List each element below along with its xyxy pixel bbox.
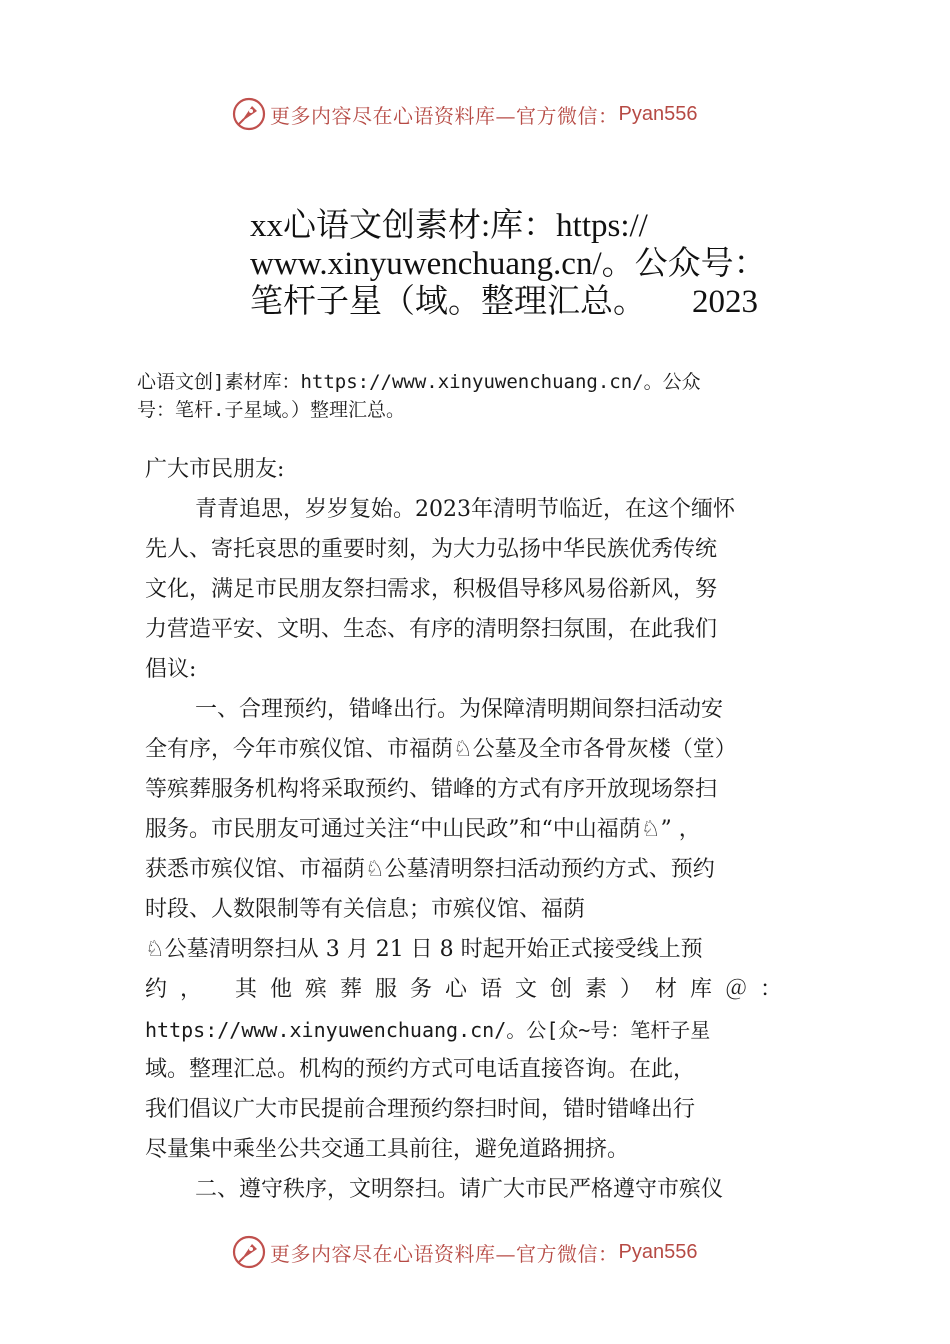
paragraph-line: 青青追思，岁岁复始。2023年清明节临近，在这个缅怀 bbox=[195, 497, 735, 522]
document-body bbox=[145, 450, 815, 1210]
footer-banner bbox=[232, 1232, 697, 1272]
banner-text: 更多内容尽在心语资料库—官方微信： bbox=[270, 103, 619, 128]
paragraph-line: 我们倡议广大市民提前合理预约祭扫时间，错时错峰出行 bbox=[145, 1097, 696, 1122]
paragraph-line: 约， 其他殡葬服务心语文创素）材库＠： bbox=[145, 977, 795, 1002]
paragraph-line: https://www.xinyuwenchuang.cn/。公[众~号：笔杆子星 bbox=[145, 1018, 711, 1042]
banner-text: 更多内容尽在心语资料库—官方微信： bbox=[270, 1241, 619, 1266]
paragraph-line: ♘公墓清明祭扫从 3 月 21 日 8 时起开始正式接受线上预 bbox=[145, 937, 703, 962]
paragraph-line: 时段、人数限制等有关信息；市殡仪馆、福荫 bbox=[145, 897, 586, 922]
note-line: 心语文创]素材库：https://www.xinyuwenchuang.cn/。公众 bbox=[137, 371, 701, 393]
paragraph-line: 全有序，今年市殡仪馆、市福荫♘公墓及全市各骨灰楼（堂） bbox=[145, 737, 737, 762]
title-line: xx心语文创素材:库：https:// bbox=[250, 208, 648, 244]
pen-nib-logo-icon bbox=[232, 1235, 266, 1269]
note-line: 号：笔杆.子星域。）整理汇总。 bbox=[137, 399, 405, 421]
title-year: 2023 bbox=[692, 284, 758, 320]
banner-wechat-id: Pyan556 bbox=[618, 1240, 698, 1263]
header-banner bbox=[232, 94, 697, 134]
paragraph-line: 一、合理预约，错峰出行。为保障清明期间祭扫活动安 bbox=[195, 697, 724, 722]
document-title bbox=[250, 207, 790, 321]
paragraph-line: 服务。市民朋友可通过关注“中山民政”和“中山福荫♘” ， bbox=[145, 817, 701, 842]
paragraph-line: 获悉市殡仪馆、市福荫♘公墓清明祭扫活动预约方式、预约 bbox=[145, 857, 715, 882]
paragraph-line: 域。整理汇总。机构的预约方式可电话直接咨询。在此， bbox=[145, 1057, 696, 1082]
paragraph-line: 尽量集中乘坐公共交通工具前往，避免道路拥挤。 bbox=[145, 1137, 630, 1162]
paragraph-line: 先人、寄托哀思的重要时刻，为大力弘扬中华民族优秀传统 bbox=[145, 537, 718, 562]
title-line: www.xinyuwenchuang.cn/。公众号： bbox=[250, 246, 767, 282]
banner-wechat-id: Pyan556 bbox=[618, 102, 698, 125]
paragraph-line: 文化，满足市民朋友祭扫需求，积极倡导移风易俗新风，努 bbox=[145, 577, 718, 602]
paragraph-line: 力营造平安、文明、生态、有序的清明祭扫氛围，在此我们 bbox=[145, 617, 718, 642]
title-line bbox=[250, 283, 790, 321]
paragraph-line: 等殡葬服务机构将采取预约、错峰的方式有序开放现场祭扫 bbox=[145, 777, 718, 802]
source-note bbox=[137, 368, 827, 424]
salutation: 广大市民朋友: bbox=[145, 457, 285, 482]
paragraph-line: 二、遵守秩序，文明祭扫。请广大市民严格遵守市殡仪 bbox=[195, 1177, 724, 1202]
paragraph-line: 倡议: bbox=[145, 657, 197, 682]
title-line-text: 笔杆子星（域。整理汇总。 bbox=[250, 284, 646, 320]
pen-nib-logo-icon bbox=[232, 97, 266, 131]
